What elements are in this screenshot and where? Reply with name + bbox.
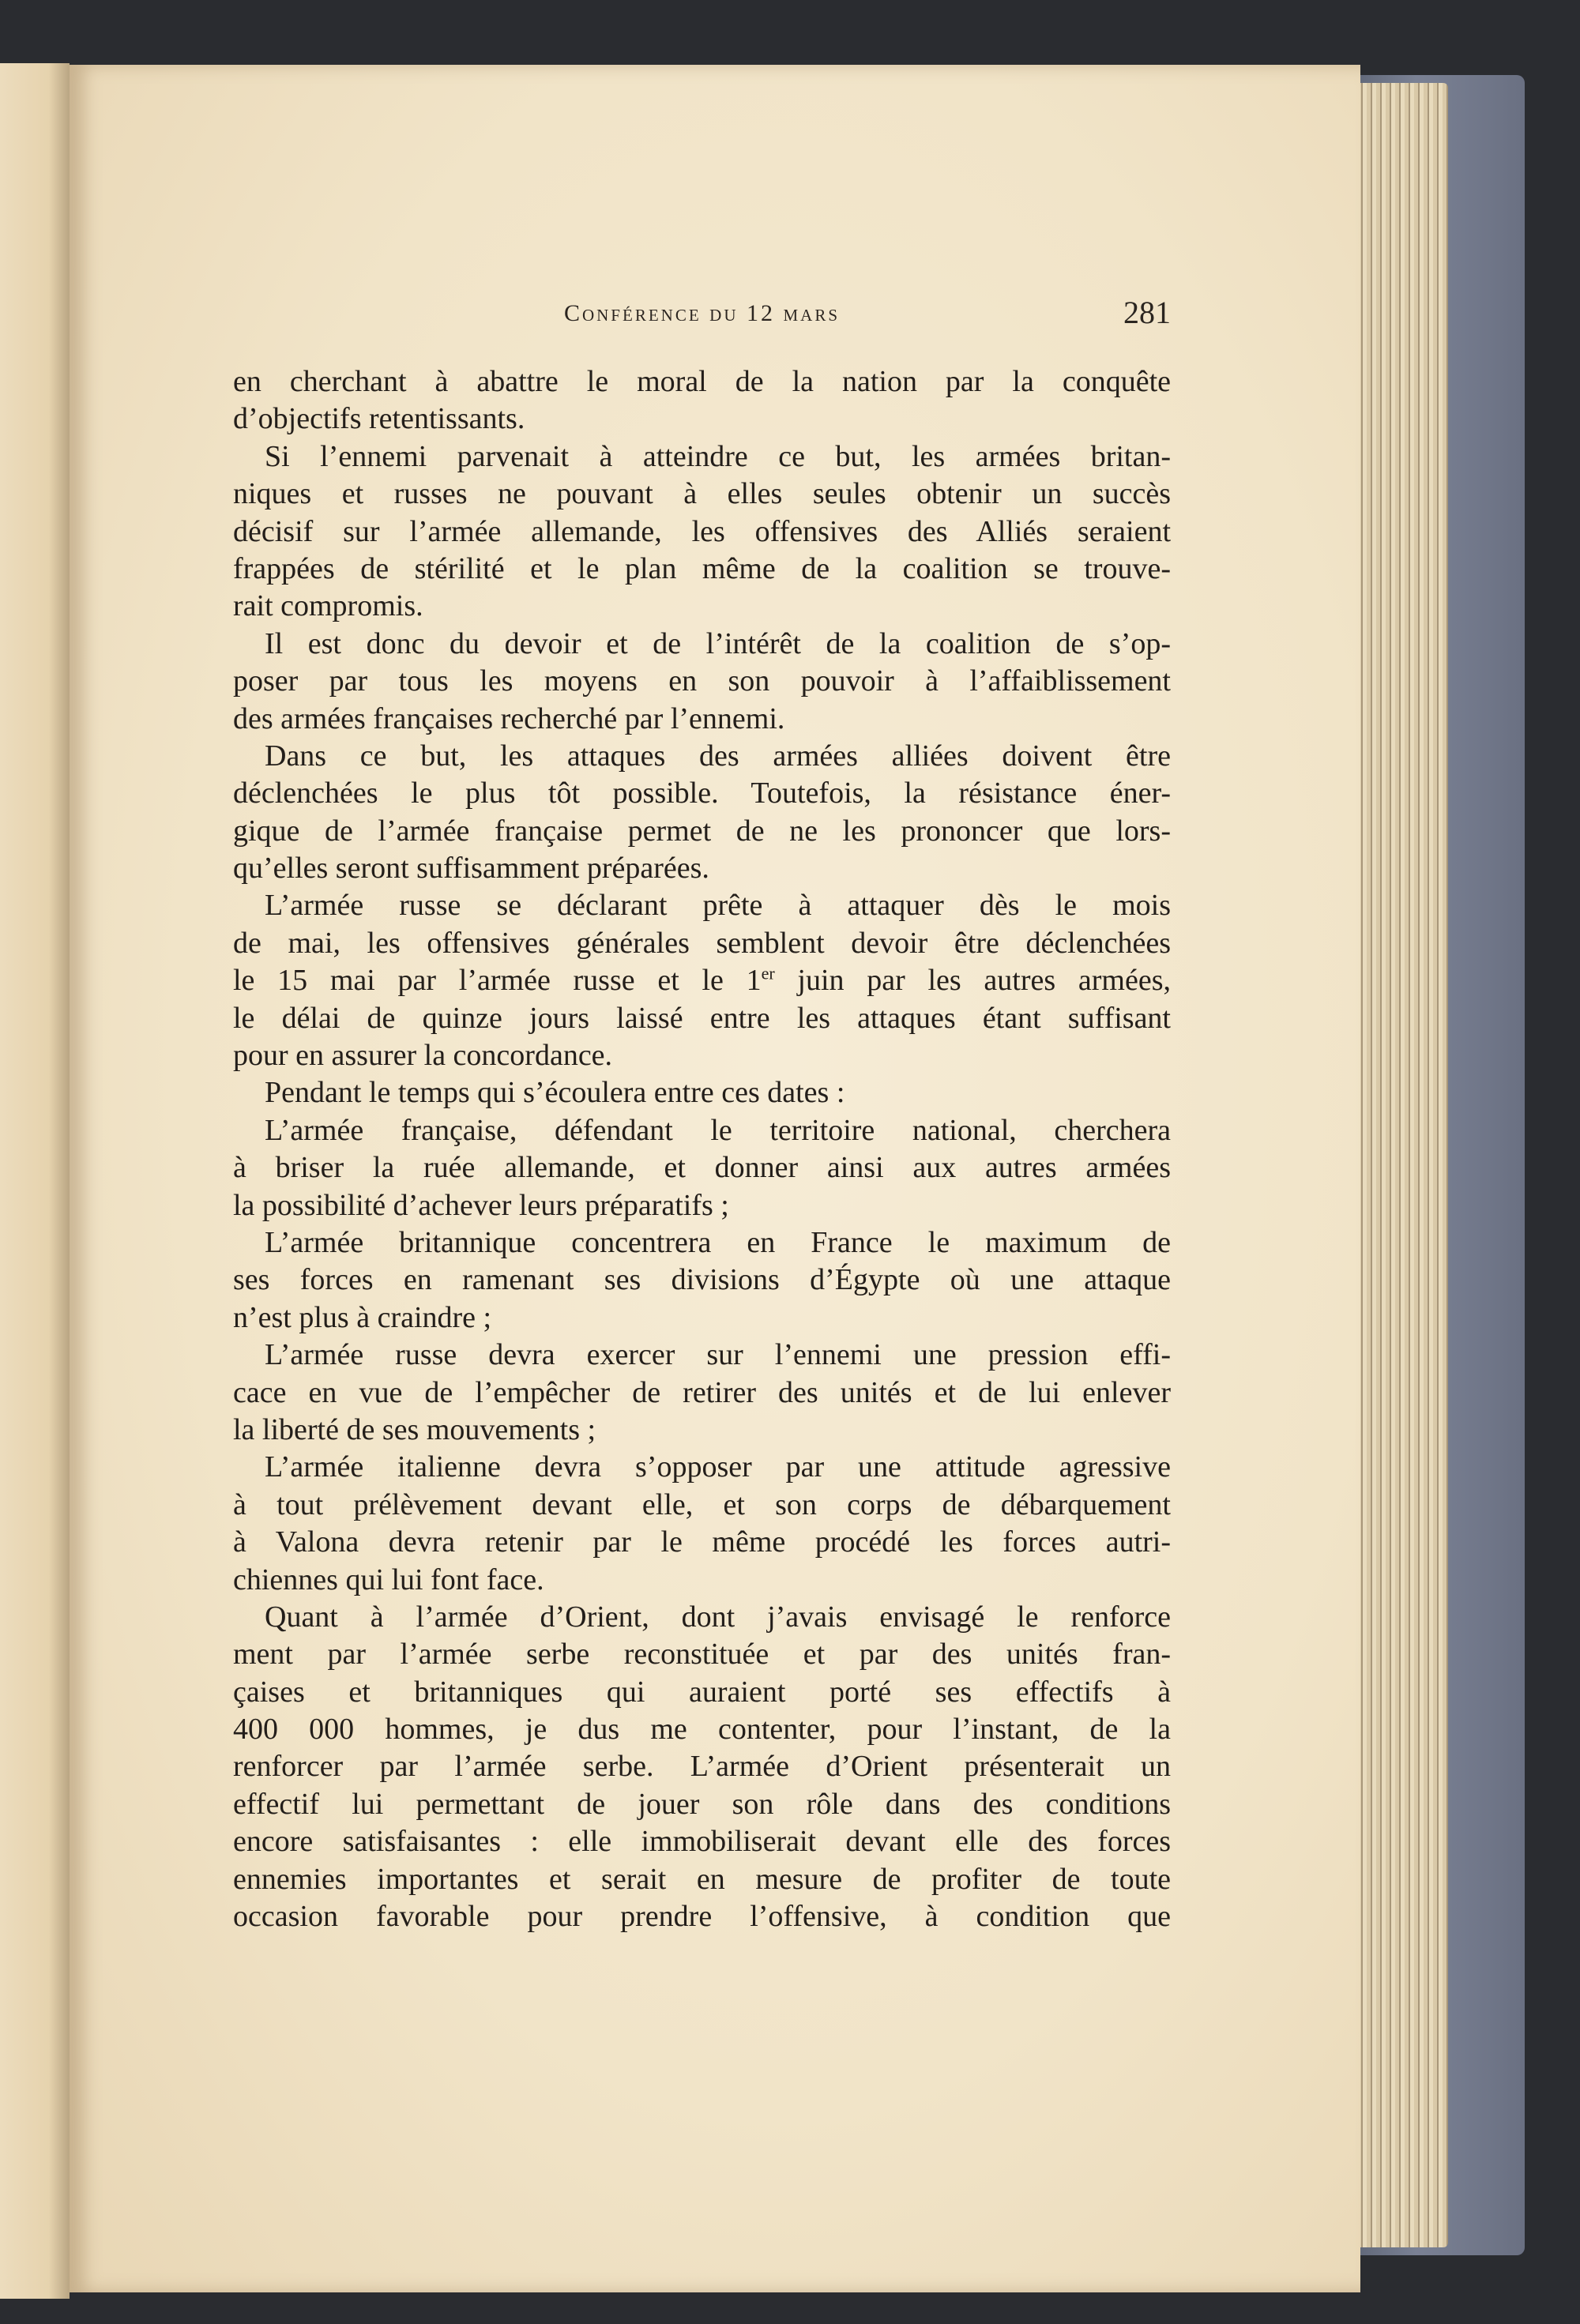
- left-facing-page: [0, 63, 70, 2299]
- text-line: ennemies importantes et serait en mesure de profiter de toute: [233, 1862, 1171, 1896]
- text-line: L’armée britannique concentrera en France le maximum de: [265, 1225, 1171, 1259]
- text-line: 400 000 hommes, je dus me contenter, pour l’instant, de la: [233, 1713, 1171, 1747]
- text-line: en cherchant à abattre le moral de la nation par la conquête: [233, 365, 1171, 398]
- text-line: à Valona devra retenir par le même procédé les forces autri-: [233, 1525, 1171, 1559]
- text-line: la possibilité d’achever leurs préparatifs ;: [233, 1188, 729, 1222]
- text-line: n’est plus à craindre ;: [233, 1300, 492, 1334]
- text-line: renforcer par l’armée serbe. L’armée d’Orient présenterait un: [233, 1750, 1171, 1784]
- text-line: le délai de quinze jours laissé entre les attaques étant suffisant: [233, 1001, 1171, 1035]
- text-segment: juin par les autres armées,: [774, 964, 1171, 998]
- text-line: encore satisfaisantes : elle immobiliserait devant elle des forces: [233, 1825, 1171, 1859]
- text-line: d’objectifs retentissants.: [233, 402, 525, 436]
- text-line: occasion favorable pour prendre l’offensive, à condition que: [233, 1900, 1171, 1934]
- text-line: des armées françaises recherché par l’ennemi.: [233, 701, 785, 735]
- text-line: à tout prélèvement devant elle, et son corps de débarquement: [233, 1487, 1171, 1521]
- page-number: 281: [1123, 295, 1171, 330]
- superscript: er: [761, 963, 775, 983]
- text-line: ment par l’armée serbe reconstituée et par des unités fran-: [233, 1638, 1171, 1672]
- text-line: frappées de stérilité et le plan même de la coalition se trouve-: [233, 551, 1171, 585]
- text-line: effectif lui permettant de jouer son rôle dans des conditions: [233, 1787, 1171, 1821]
- text-line: L’armée française, défendant le territoire national, cherchera: [265, 1113, 1171, 1147]
- running-title: Conférence du 12 mars: [563, 300, 841, 326]
- text-line: L’armée italienne devra s’opposer par une attitude agressive: [265, 1450, 1171, 1484]
- text-line: çaises et britanniques qui auraient porté ses effectifs à: [233, 1675, 1171, 1709]
- text-line: niques et russes ne pouvant à elles seules obtenir un succès: [233, 477, 1171, 511]
- text-line: déclenchées le plus tôt possible. Toutefois, la résistance éner-: [233, 777, 1171, 810]
- text-line: Quant à l’armée d’Orient, dont j’avais envisagé le renforce: [265, 1600, 1171, 1634]
- text-line: Dans ce but, les attaques des armées alliées doivent être: [265, 739, 1171, 773]
- text-line: décisif sur l’armée allemande, les offensives des Alliés seraient: [233, 514, 1171, 548]
- text-line: pour en assurer la concordance.: [233, 1039, 613, 1073]
- text-line: rait compromis.: [233, 589, 423, 623]
- text-line: Il est donc du devoir et de l’intérêt de la coalition de s’op-: [265, 626, 1171, 660]
- text-line: [233, 962, 1171, 999]
- text-line: à briser la ruée allemande, et donner ainsi aux autres armées: [233, 1151, 1171, 1185]
- body-text: [233, 363, 1171, 1935]
- text-line: L’armée russe se déclarant prête à attaquer dès le mois: [265, 889, 1171, 923]
- text-line: ses forces en ramenant ses divisions d’Égypte où une attaque: [233, 1263, 1171, 1297]
- text-line: gique de l’armée française permet de ne les prononcer que lors-: [233, 814, 1171, 848]
- text-line: Si l’ennemi parvenait à atteindre ce but, les armées britan-: [265, 439, 1171, 473]
- text-line: chiennes qui lui font face.: [233, 1562, 544, 1596]
- text-line: poser par tous les moyens en son pouvoir à l’affaiblissement: [233, 664, 1171, 698]
- text-segment: le 15 mai par l’armée russe et le 1: [233, 964, 762, 998]
- text-line: la liberté de ses mouvements ;: [233, 1412, 596, 1446]
- page-fore-edges: [1357, 83, 1448, 2247]
- text-line: cace en vue de l’empêcher de retirer des unités et de lui enlever: [233, 1375, 1171, 1409]
- text-line: L’armée russe devra exercer sur l’ennemi une pression effi-: [265, 1338, 1171, 1372]
- text-line: Pendant le temps qui s’écoulera entre ces dates :: [265, 1076, 845, 1110]
- text-line: qu’elles seront suffisamment préparées.: [233, 852, 709, 886]
- book-page: [70, 65, 1360, 2292]
- page-header: [233, 294, 1171, 333]
- text-line: de mai, les offensives générales semblent devoir être déclenchées: [233, 926, 1171, 960]
